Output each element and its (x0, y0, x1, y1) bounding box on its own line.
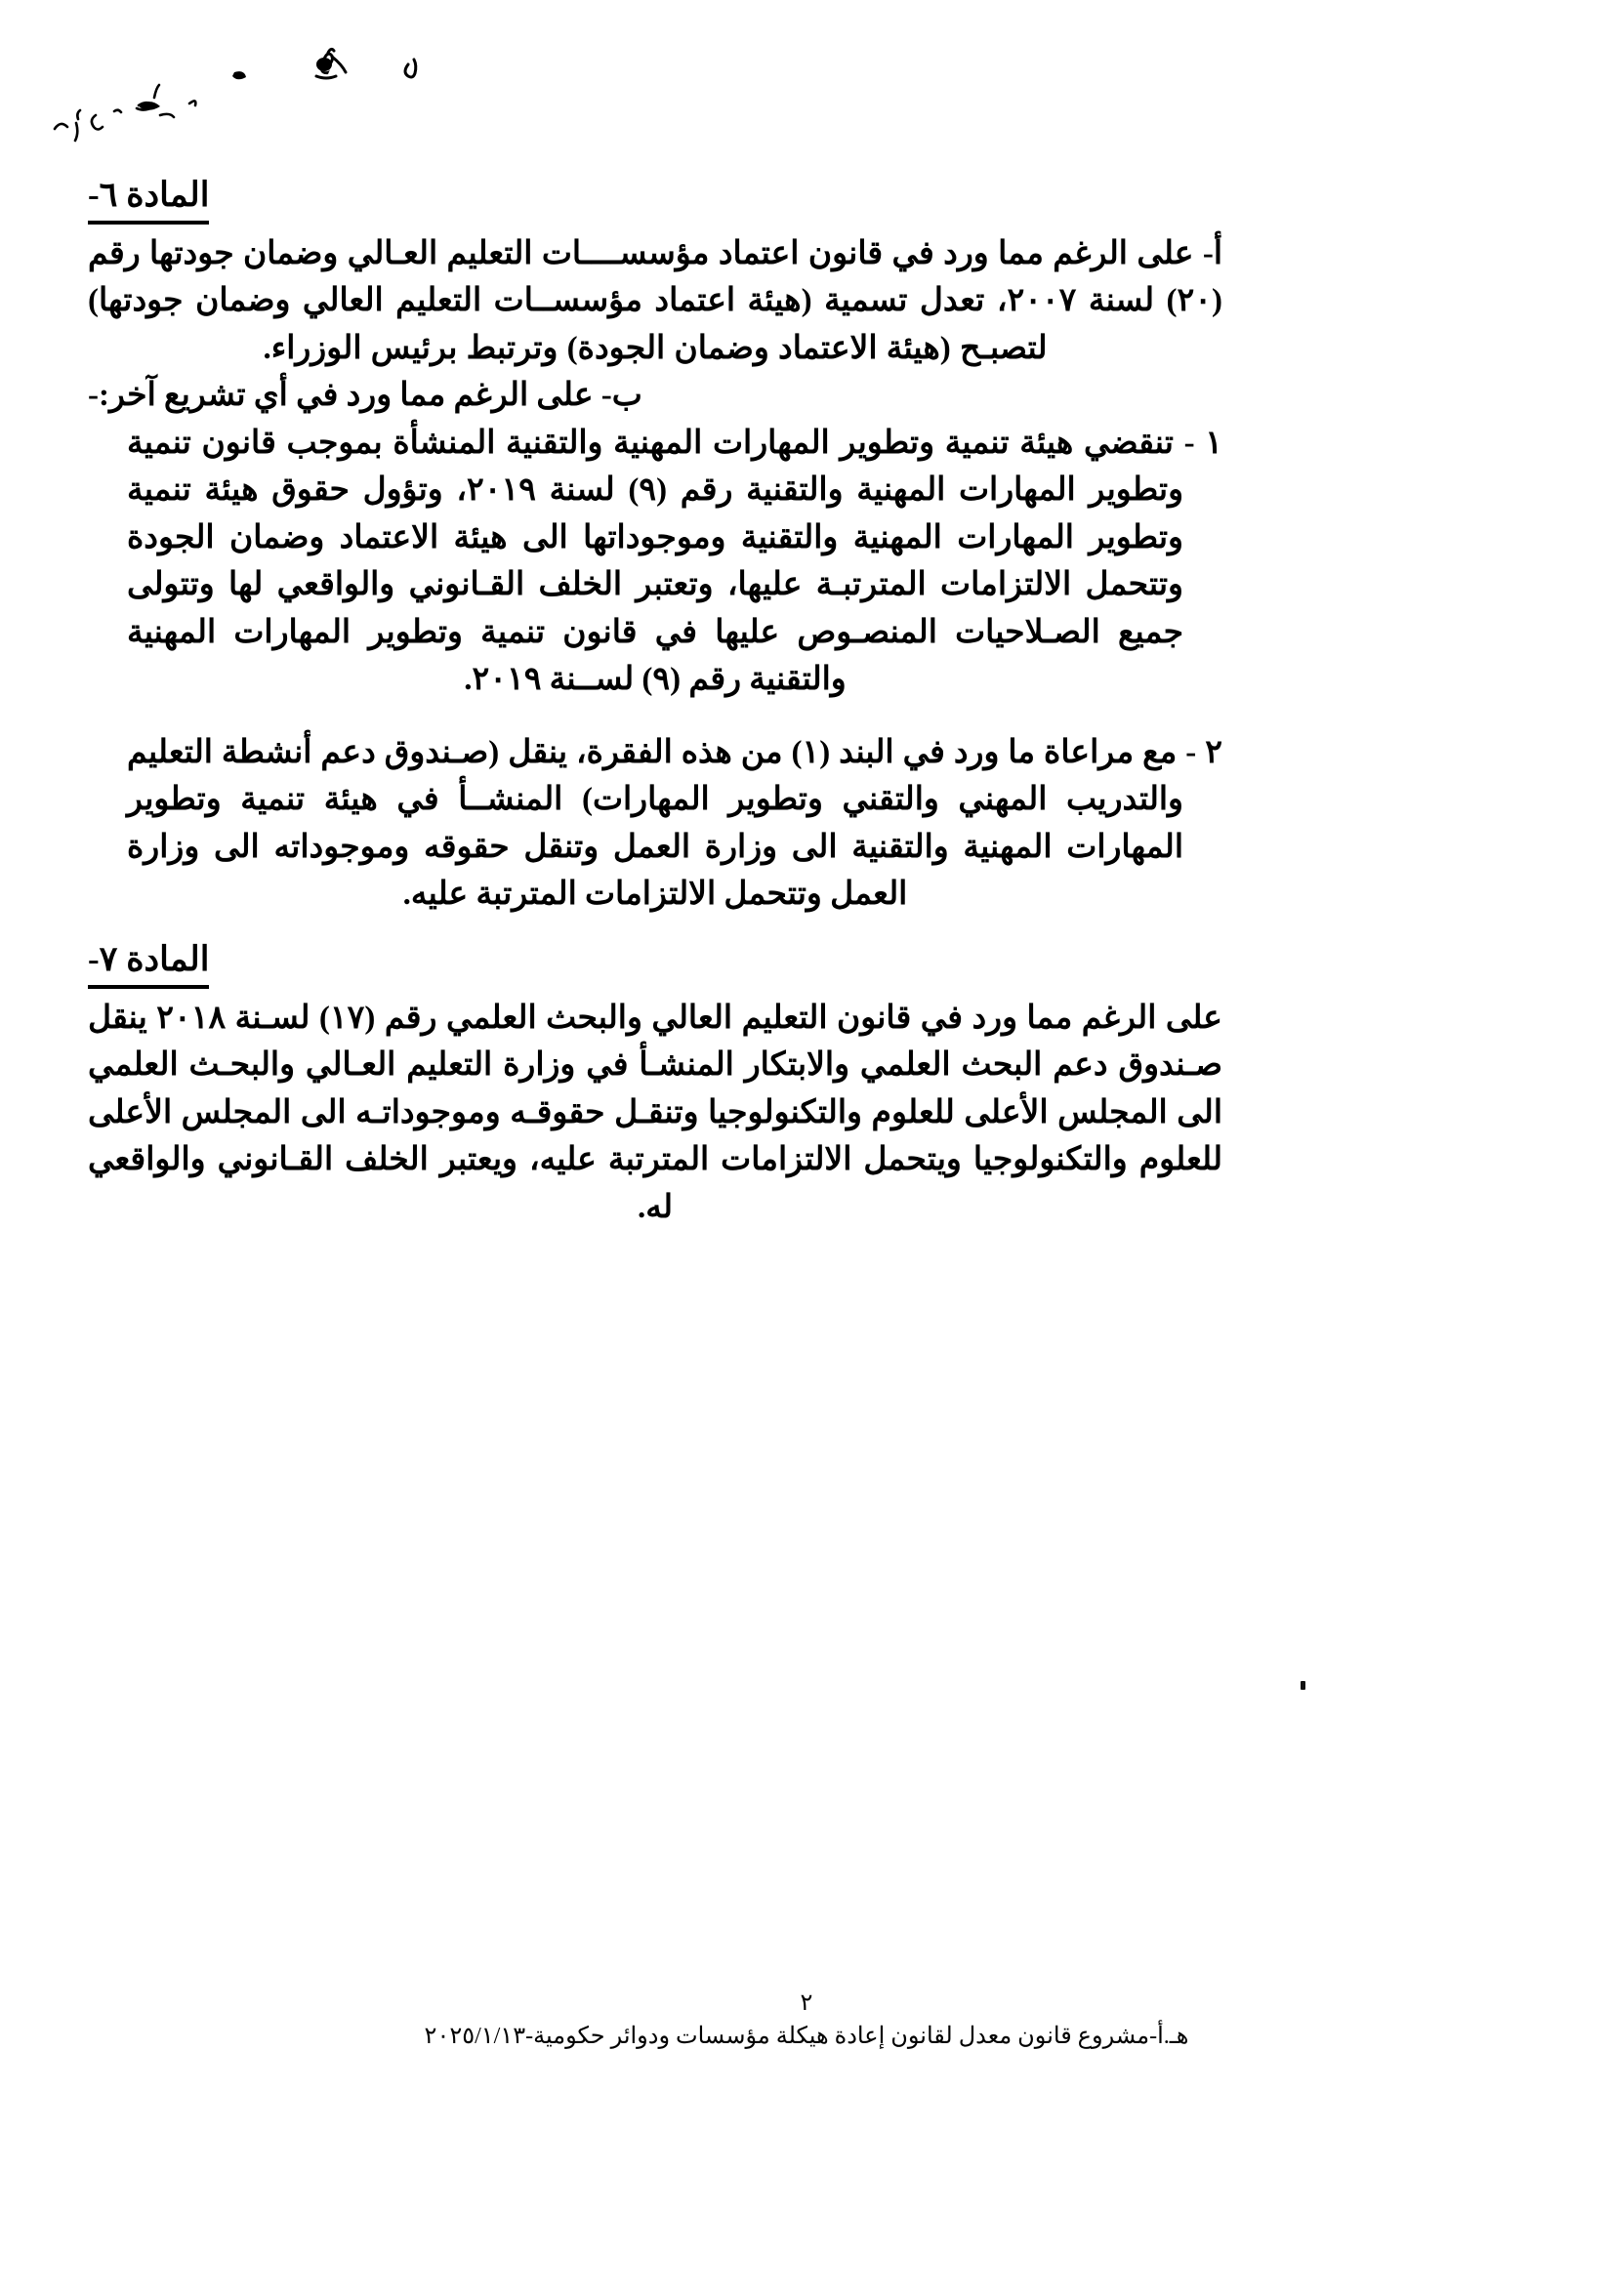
footer-note: هـ.أ-مشروع قانون معدل لقانون إعادة هيكلة مؤسسات ودوائر حكومية-٢٠٢٥/١/١٣ (424, 2023, 1189, 2049)
document-body (88, 174, 1222, 1231)
ink-speck (1301, 1681, 1305, 1690)
article-heading-6-text: المادة ٦- (88, 174, 209, 225)
article-heading-7 (88, 938, 1222, 989)
article-6-paragraph-b-intro: ب- على الرغم مما ورد في أي تشريع آخر:- (88, 378, 642, 414)
article-6-paragraph-a: أ- على الرغم مما ورد في قانون اعتماد مؤسســــات التعليم العـالي وضمان جودتها رقم (٢٠) لسنة ٢٠٠٧، تعدل تسمية (هيئة اعتماد مؤسســات التعليم العالي وضمان جودتها) لتصبـح (هيئة الاعتماد وضمان الجودة) وترتبط برئيس الوزراء. (88, 235, 1222, 366)
page-footer (0, 1989, 1613, 2052)
handwritten-annotation-icon (18, 21, 476, 158)
article-6-item-1: ١ - تنقضي هيئة تنمية وتطوير المهارات المهنية والتقنية المنشأة بموجب قانون تنمية وتطوير المهارات المهنية والتقنية رقم (٩) لسنة ٢٠١٩، وتؤول حقوق هيئة تنمية وتطوير المهارات المهنية والتقنية وموجوداتها الى هيئة الاعتماد وضمان الجودة وتتحمل الالتزامات المترتبـة عليها، وتعتبر الخلف القـانوني والواقعي لها وتتولى جميع الصـلاحيات المنصـوص عليها في قانون تنمية وتطوير المهارات المهنية والتقنية رقم (٩) لســنة ٢٠١٩. (127, 425, 1222, 698)
article-heading-7-text: المادة ٧- (88, 938, 209, 989)
page-number: ٢ (800, 1990, 813, 2016)
article-6-item-2: ٢ - مع مراعاة ما ورد في البند (١) من هذه الفقرة، ينقل (صـندوق دعم أنشطة التعليم والتدريب المهني والتقني وتطوير المهارات) المنشــأ في هيئة تنمية وتطوير المهارات المهنية والتقنية الى وزارة العمل وتنقل حقوقه وموجوداته الى وزارة العمل وتتحمل الالتزامات المترتبة عليه. (127, 734, 1222, 913)
article-heading-6 (88, 174, 1222, 225)
article-7-paragraph: على الرغم مما ورد في قانون التعليم العالي والبحث العلمي رقم (١٧) لسـنة ٢٠١٨ ينقل صـندوق دعم البحث العلمي والابتكار المنشـأ في وزارة التعليم العـالي والبحـث العلمي الى المجلس الأعلى للعلوم والتكنولوجيا وتنقـل حقوقـه وموجوداتـه الى المجلس الأعلى للعلوم والتكنولوجيا ويتحمل الالتزامات المترتبة عليه، ويعتبر الخلف القـانوني والواقعي له. (88, 1000, 1222, 1225)
